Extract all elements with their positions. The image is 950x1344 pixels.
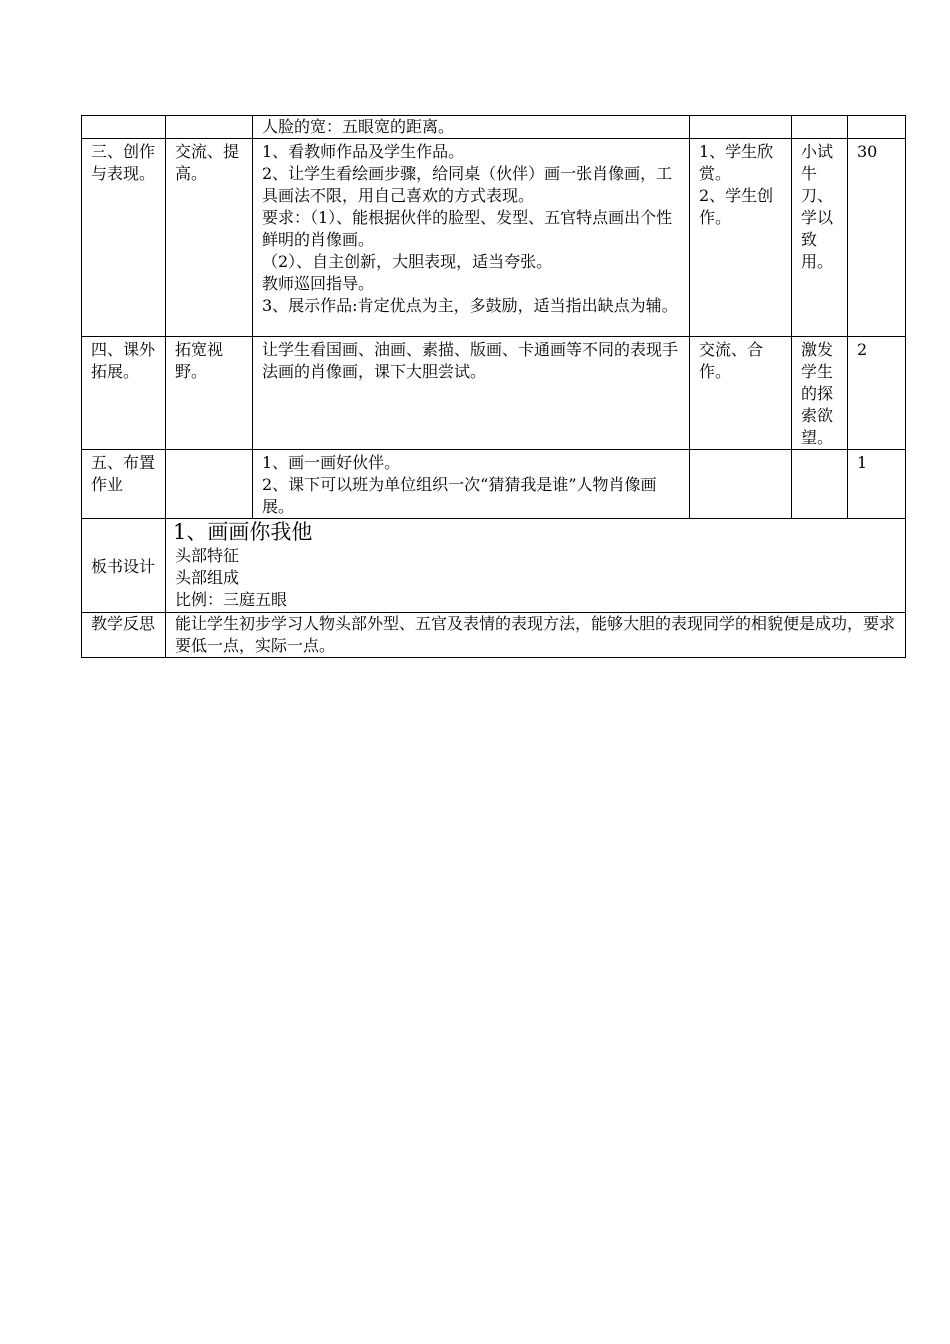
stage-cell: 四、课外拓展。 xyxy=(82,337,166,450)
content-cell xyxy=(253,450,690,519)
content-line: 1、看教师作品及学生作品。 xyxy=(262,142,465,161)
student-line: 交流、合作。 xyxy=(699,340,764,381)
intent-cell xyxy=(792,450,848,519)
reflection-row xyxy=(82,613,906,658)
student-cell xyxy=(690,116,792,139)
content-line: 让学生看国画、油画、素描、版画、卡通画等不同的表现手法画的肖像画，课下大胆尝试。 xyxy=(262,340,679,381)
student-cell xyxy=(690,450,792,519)
student-cell xyxy=(690,139,792,337)
content-line: 1、画一画好伙伴。 xyxy=(262,453,401,472)
content-line: 教师巡回指导。 xyxy=(262,274,375,293)
time-cell xyxy=(848,116,906,139)
content-cell xyxy=(253,139,690,337)
goal-cell: 拓宽视野。 xyxy=(166,337,253,450)
board-content-cell xyxy=(166,519,906,613)
board-design-row xyxy=(82,519,906,613)
content-line: （2）、自主创新，大胆表现，适当夸张。 xyxy=(262,252,553,271)
content-line: 要求：（1）、能根据伙伴的脸型、发型、五官特点画出个性鲜明的肖像画。 xyxy=(262,208,673,249)
goal-cell xyxy=(166,116,253,139)
stage-cell: 五、布置作业 xyxy=(82,450,166,519)
reflection-text-cell: 能让学生初步学习人物头部外型、五官及表情的表现方法，能够大胆的表现同学的相貌便是成功，要求要低一点，实际一点。 xyxy=(166,613,906,658)
stage-cell: 三、创作与表现。 xyxy=(82,139,166,337)
table-row xyxy=(82,450,906,519)
student-line: 1、学生欣赏。 xyxy=(699,142,774,183)
student-line: 2、学生创作。 xyxy=(699,186,774,227)
student-cell xyxy=(690,337,792,450)
table-row xyxy=(82,139,906,337)
time-cell: 1 xyxy=(848,450,906,519)
content-cell xyxy=(253,116,690,139)
table-row xyxy=(82,337,906,450)
goal-cell: 交流、提高。 xyxy=(166,139,253,337)
board-line: 比例：三庭五眼 xyxy=(175,590,288,609)
content-line: 2、课下可以班为单位组织一次“猜猜我是谁”人物肖像画展。 xyxy=(262,475,657,516)
board-line: 头部特征 xyxy=(175,546,240,565)
goal-cell xyxy=(166,450,253,519)
intent-cell: 激发学生的探索欲望。 xyxy=(792,337,848,450)
intent-cell xyxy=(792,116,848,139)
time-cell: 30 xyxy=(848,139,906,337)
intent-cell: 小试牛刀、学以致用。 xyxy=(792,139,848,337)
board-heading: 1、画画你我他 xyxy=(173,520,313,544)
content-line: 2、让学生看绘画步骤，给同桌（伙伴）画一张肖像画，工具画法不限，用自己喜欢的方式表现。 xyxy=(262,164,673,205)
time-cell: 2 xyxy=(848,337,906,450)
content-cell xyxy=(253,337,690,450)
lesson-plan-table xyxy=(81,115,906,658)
table-row xyxy=(82,116,906,139)
stage-cell xyxy=(82,116,166,139)
board-label-cell: 板书设计 xyxy=(82,519,166,613)
content-line: 人脸的宽：五眼宽的距离。 xyxy=(262,117,455,136)
content-line: 3、展示作品:肯定优点为主，多鼓励，适当指出缺点为辅。 xyxy=(262,296,678,315)
board-line: 头部组成 xyxy=(175,568,240,587)
reflection-label-cell: 教学反思 xyxy=(82,613,166,658)
